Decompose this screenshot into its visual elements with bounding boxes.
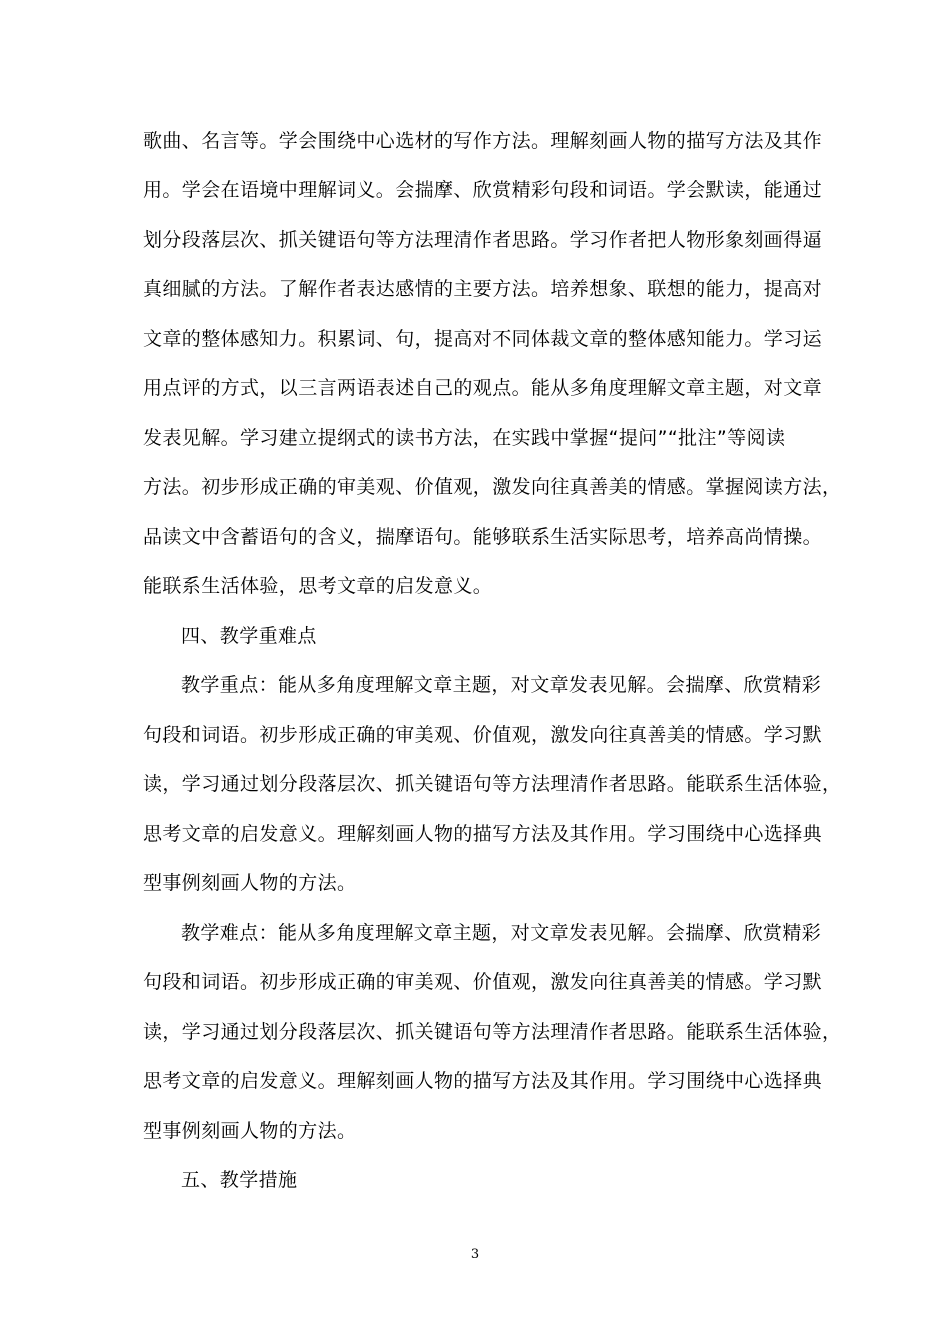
document-page: 歌曲、名言等。学会围绕中心选材的写作方法。理解刻画人物的描写方法及其作 用。学会在语境中理解词义。会揣摩、欣赏精彩句段和词语。学会默读，能通过 划分段落层次、抓关键语句等方法理清作者思路。学习作者把人物形象刻画得逼 真细腻的方法。了解作者表达感情的主要方法。培养想象、联想的能力，提高对 文章的整体感知力。积累词、句，提高对不同体裁文章的整体感知能力。学习运 用点评的方式，以三言两语表述自己的观点。能从多角度理解文章主题，对文章 发表见解。学习建立提纲式的读书方法，在实践中掌握“提问”“批注”等阅读 方法。初步形成正确的审美观、价值观，激发向往真善美的情感。掌握阅读方法， 品读文中含蓄语句的含义，揣摩语句。能够联系生活实际思考，培养高尚情操。 能联系生活体验，思考文章的启发意义。 四、教学重难点 教学重点：能从多角度理解文章主题，对文章发表见解。会揣摩、欣赏精彩 句段和词语。初步形成正确的审美观、价值观，激发向往真善美的情感。学习默 读，学习通过划分段落层次、抓关键语句等方法理清作者思路。能联系生活体验， 思考文章的启发意义。理解刻画人物的描写方法及其作用。学习围绕中心选择典 型事例刻画人物的方法。 教学难点：能从多角度理解文章主题，对文章发表见解。会揣摩、欣赏精彩 句段和词语。初步形成正确的审美观、价值观，激发向往真善美的情感。学习默 读，学习通过划分段落层次、抓关键语句等方法理清作者思路。能联系生活体验， 思考文章的启发意义。理解刻画人物的描写方法及其作用。学习围绕中心选择典 型事例刻画人物的方法。 五、教学措施 3 (0, 0, 950, 1344)
page-number: 3 (470, 1247, 480, 1262)
